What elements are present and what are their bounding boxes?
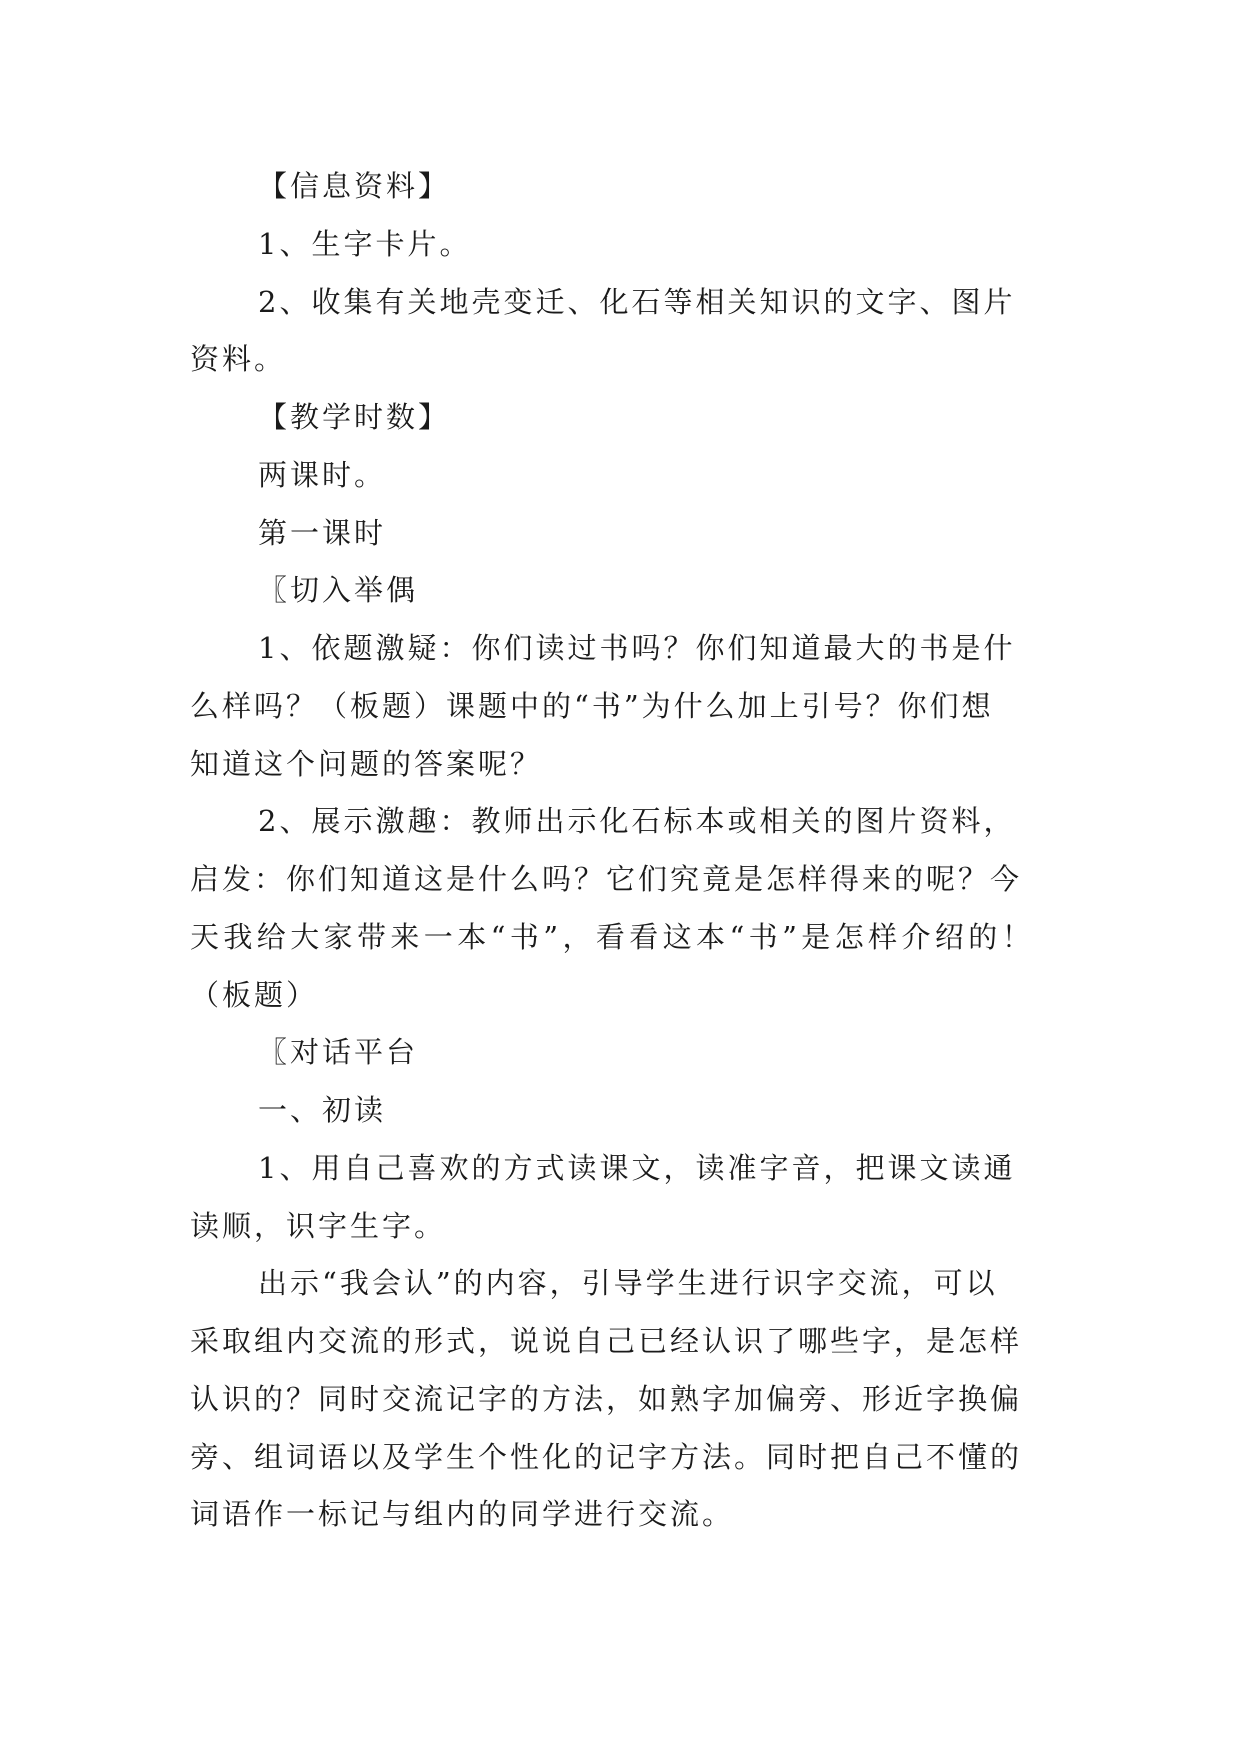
paragraph-line: 知道这个问题的答案呢？ [190, 747, 543, 781]
paragraph-line: 旁、组词语以及学生个性化的记字方法。同时把自己不懂的 [190, 1440, 1023, 1474]
paragraph-line: 天我给大家带来一本“书”，看看这本“书”是怎样介绍的！ [190, 920, 1036, 954]
paragraph-line: 1、用自己喜欢的方式读课文，读准字音，把课文读通 [258, 1151, 1016, 1185]
subsection-heading-intro: 〖切入举偶 [258, 573, 419, 607]
paragraph-line: 资料。 [190, 342, 287, 376]
paragraph-line: 出示“我会认”的内容，引导学生进行识字交流，可以 [258, 1266, 998, 1300]
paragraph-line: 读顺，识字生字。 [190, 1209, 447, 1243]
paragraph-line: 认识的？同时交流记字的方法，如熟字加偏旁、形近字换偏 [190, 1382, 1023, 1416]
paragraph-line: 1、生字卡片。 [258, 227, 472, 261]
paragraph-line: 启发：你们知道这是什么吗？它们究竟是怎样得来的呢？今 [190, 862, 1023, 896]
section-heading-materials: 【信息资料】 [258, 169, 451, 203]
paragraph-line: 1、依题激疑：你们读过书吗？你们知道最大的书是什 [258, 631, 1016, 665]
paragraph-line: 词语作一标记与组内的同学进行交流。 [190, 1497, 735, 1531]
step-heading: 一、初读 [258, 1093, 387, 1127]
paragraph-line: 么样吗？（板题）课题中的“书”为什么加上引号？你们想 [190, 689, 994, 723]
subsection-heading-dialogue: 〖对话平台 [258, 1035, 419, 1069]
lesson-heading: 第一课时 [258, 516, 387, 550]
paragraph-line: 两课时。 [258, 458, 387, 492]
section-heading-hours: 【教学时数】 [258, 400, 451, 434]
paragraph-line: 2、收集有关地壳变迁、化石等相关知识的文字、图片 [258, 285, 1016, 319]
paragraph-line: （板题） [190, 978, 319, 1012]
paragraph-line: 2、展示激趣：教师出示化石标本或相关的图片资料， [258, 804, 1016, 838]
paragraph-line: 采取组内交流的形式，说说自己已经认识了哪些字，是怎样 [190, 1324, 1023, 1358]
